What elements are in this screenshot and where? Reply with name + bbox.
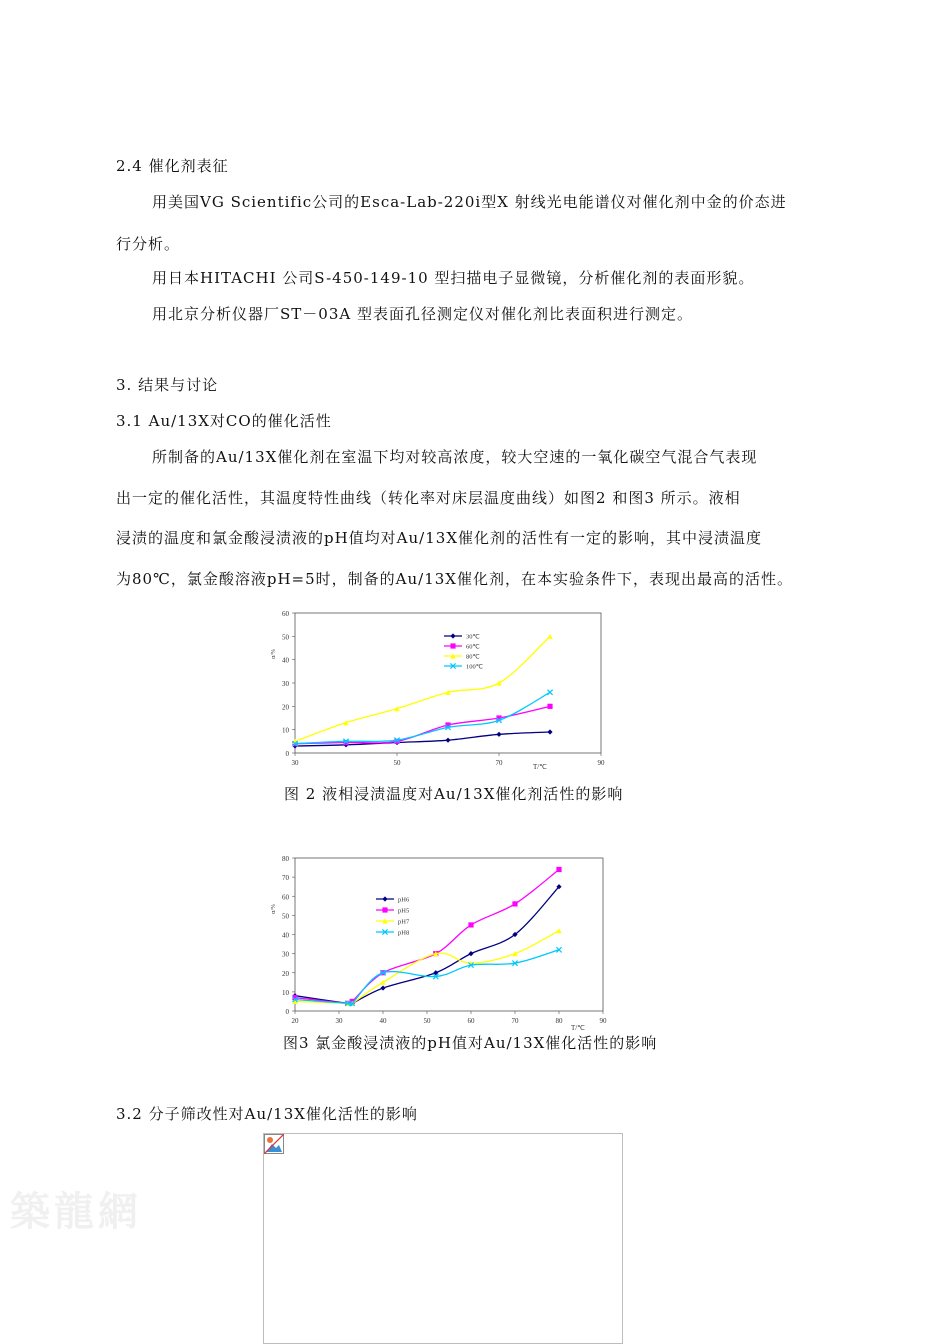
section-3-heading: 3. 结果与讨论 [116,376,219,394]
watermark: 築龍網 [10,1188,142,1235]
data-point [468,922,473,927]
y-axis-label: α/% [271,904,277,914]
y-tick-label: 80 [282,855,289,863]
y-tick-label: 70 [282,874,289,883]
paragraph-xps-line2: 行分析。 [116,235,181,253]
data-point [547,704,552,709]
y-tick-label: 20 [282,703,289,712]
figure-2-chart [266,606,610,776]
x-tick-label: 60 [467,1017,475,1025]
x-tick-label: 40 [379,1017,387,1025]
y-tick-label: 40 [282,931,289,940]
section-3-1-heading: 3.1 Au/13X对CO的催化活性 [116,412,332,430]
figure-2-caption: 图 2 液相浸渍温度对Au/13X催化剂活性的影响 [284,785,624,803]
y-tick-label: 30 [282,950,289,959]
y-tick-label: 10 [282,988,289,997]
x-tick-label: 30 [291,759,299,767]
legend-label: pH6 [398,896,410,904]
y-tick-label: 40 [282,656,289,665]
figure-3-chart [266,852,610,1032]
x-tick-label: 70 [511,1017,519,1025]
x-axis-label: T/℃ [532,763,548,771]
y-tick-label: 0 [285,1008,289,1016]
plot-area [295,858,603,1011]
section-3-2-heading: 3.2 分子筛改性对Au/13X催化活性的影响 [116,1105,418,1123]
y-axis-label: α/% [271,649,277,659]
y-tick-label: 0 [285,750,289,758]
data-point [450,643,455,648]
y-tick-label: 20 [282,969,289,978]
x-tick-label: 80 [555,1017,563,1025]
paragraph-bet: 用北京分析仪器厂ST－03A 型表面孔径测定仪对催化剂比表面积进行测定。 [152,305,693,323]
paragraph-sem: 用日本HITACHI 公司S-450-149-10 型扫描电子显微镜，分析催化剂的表面形貌。 [152,269,755,287]
paragraph-activity-line4: 为80℃，氯金酸溶液pH=5时，制备的Au/13X催化剂，在本实验条件下，表现出最高的活性。 [116,570,793,588]
x-tick-label: 20 [291,1017,299,1025]
x-tick-label: 70 [495,759,503,767]
y-tick-label: 50 [282,912,289,921]
x-axis-label: T/℃ [570,1024,586,1032]
y-tick-label: 60 [282,610,289,618]
legend-label: 60℃ [466,643,480,651]
data-point [512,901,517,906]
x-tick-label: 90 [597,759,605,767]
data-point [556,867,561,872]
y-tick-label: 30 [282,680,289,688]
legend-label: 100℃ [466,663,484,671]
broken-image-icon [264,1134,284,1154]
figure-image-placeholder [263,1133,623,1344]
plot-area [295,613,601,753]
section-2-4-heading: 2.4 催化剂表征 [116,157,229,175]
paragraph-activity-line1: 所制备的Au/13X催化剂在室温下均对较高浓度，较大空速的一氧化碳空气混合气表现 [152,448,758,466]
data-point [382,907,387,912]
x-tick-label: 90 [599,1017,607,1025]
paragraph-xps-line1: 用美国VG Scientific公司的Esca-Lab-220i型X 射线光电能谱仪对催化剂中金的价态进 [152,193,787,211]
y-tick-label: 50 [282,633,289,642]
x-tick-label: 50 [393,759,401,767]
legend-label: pH7 [398,918,410,926]
legend-label: pH5 [398,907,410,915]
legend-label: pH8 [398,929,410,937]
legend-label: 80℃ [466,653,480,661]
x-tick-label: 50 [423,1017,431,1025]
legend-label: 30℃ [466,633,480,641]
figure-3-caption: 图3 氯金酸浸渍液的pH值对Au/13X催化活性的影响 [283,1034,658,1052]
paragraph-activity-line2: 出一定的催化活性，其温度特性曲线（转化率对床层温度曲线）如图2 和图3 所示。液相 [116,489,741,507]
paragraph-activity-line3: 浸渍的温度和氯金酸浸渍液的pH值均对Au/13X催化剂的活性有一定的影响，其中浸渍温度 [116,529,762,547]
y-tick-label: 10 [282,726,289,735]
y-tick-label: 60 [282,893,289,902]
x-tick-label: 30 [335,1017,343,1025]
